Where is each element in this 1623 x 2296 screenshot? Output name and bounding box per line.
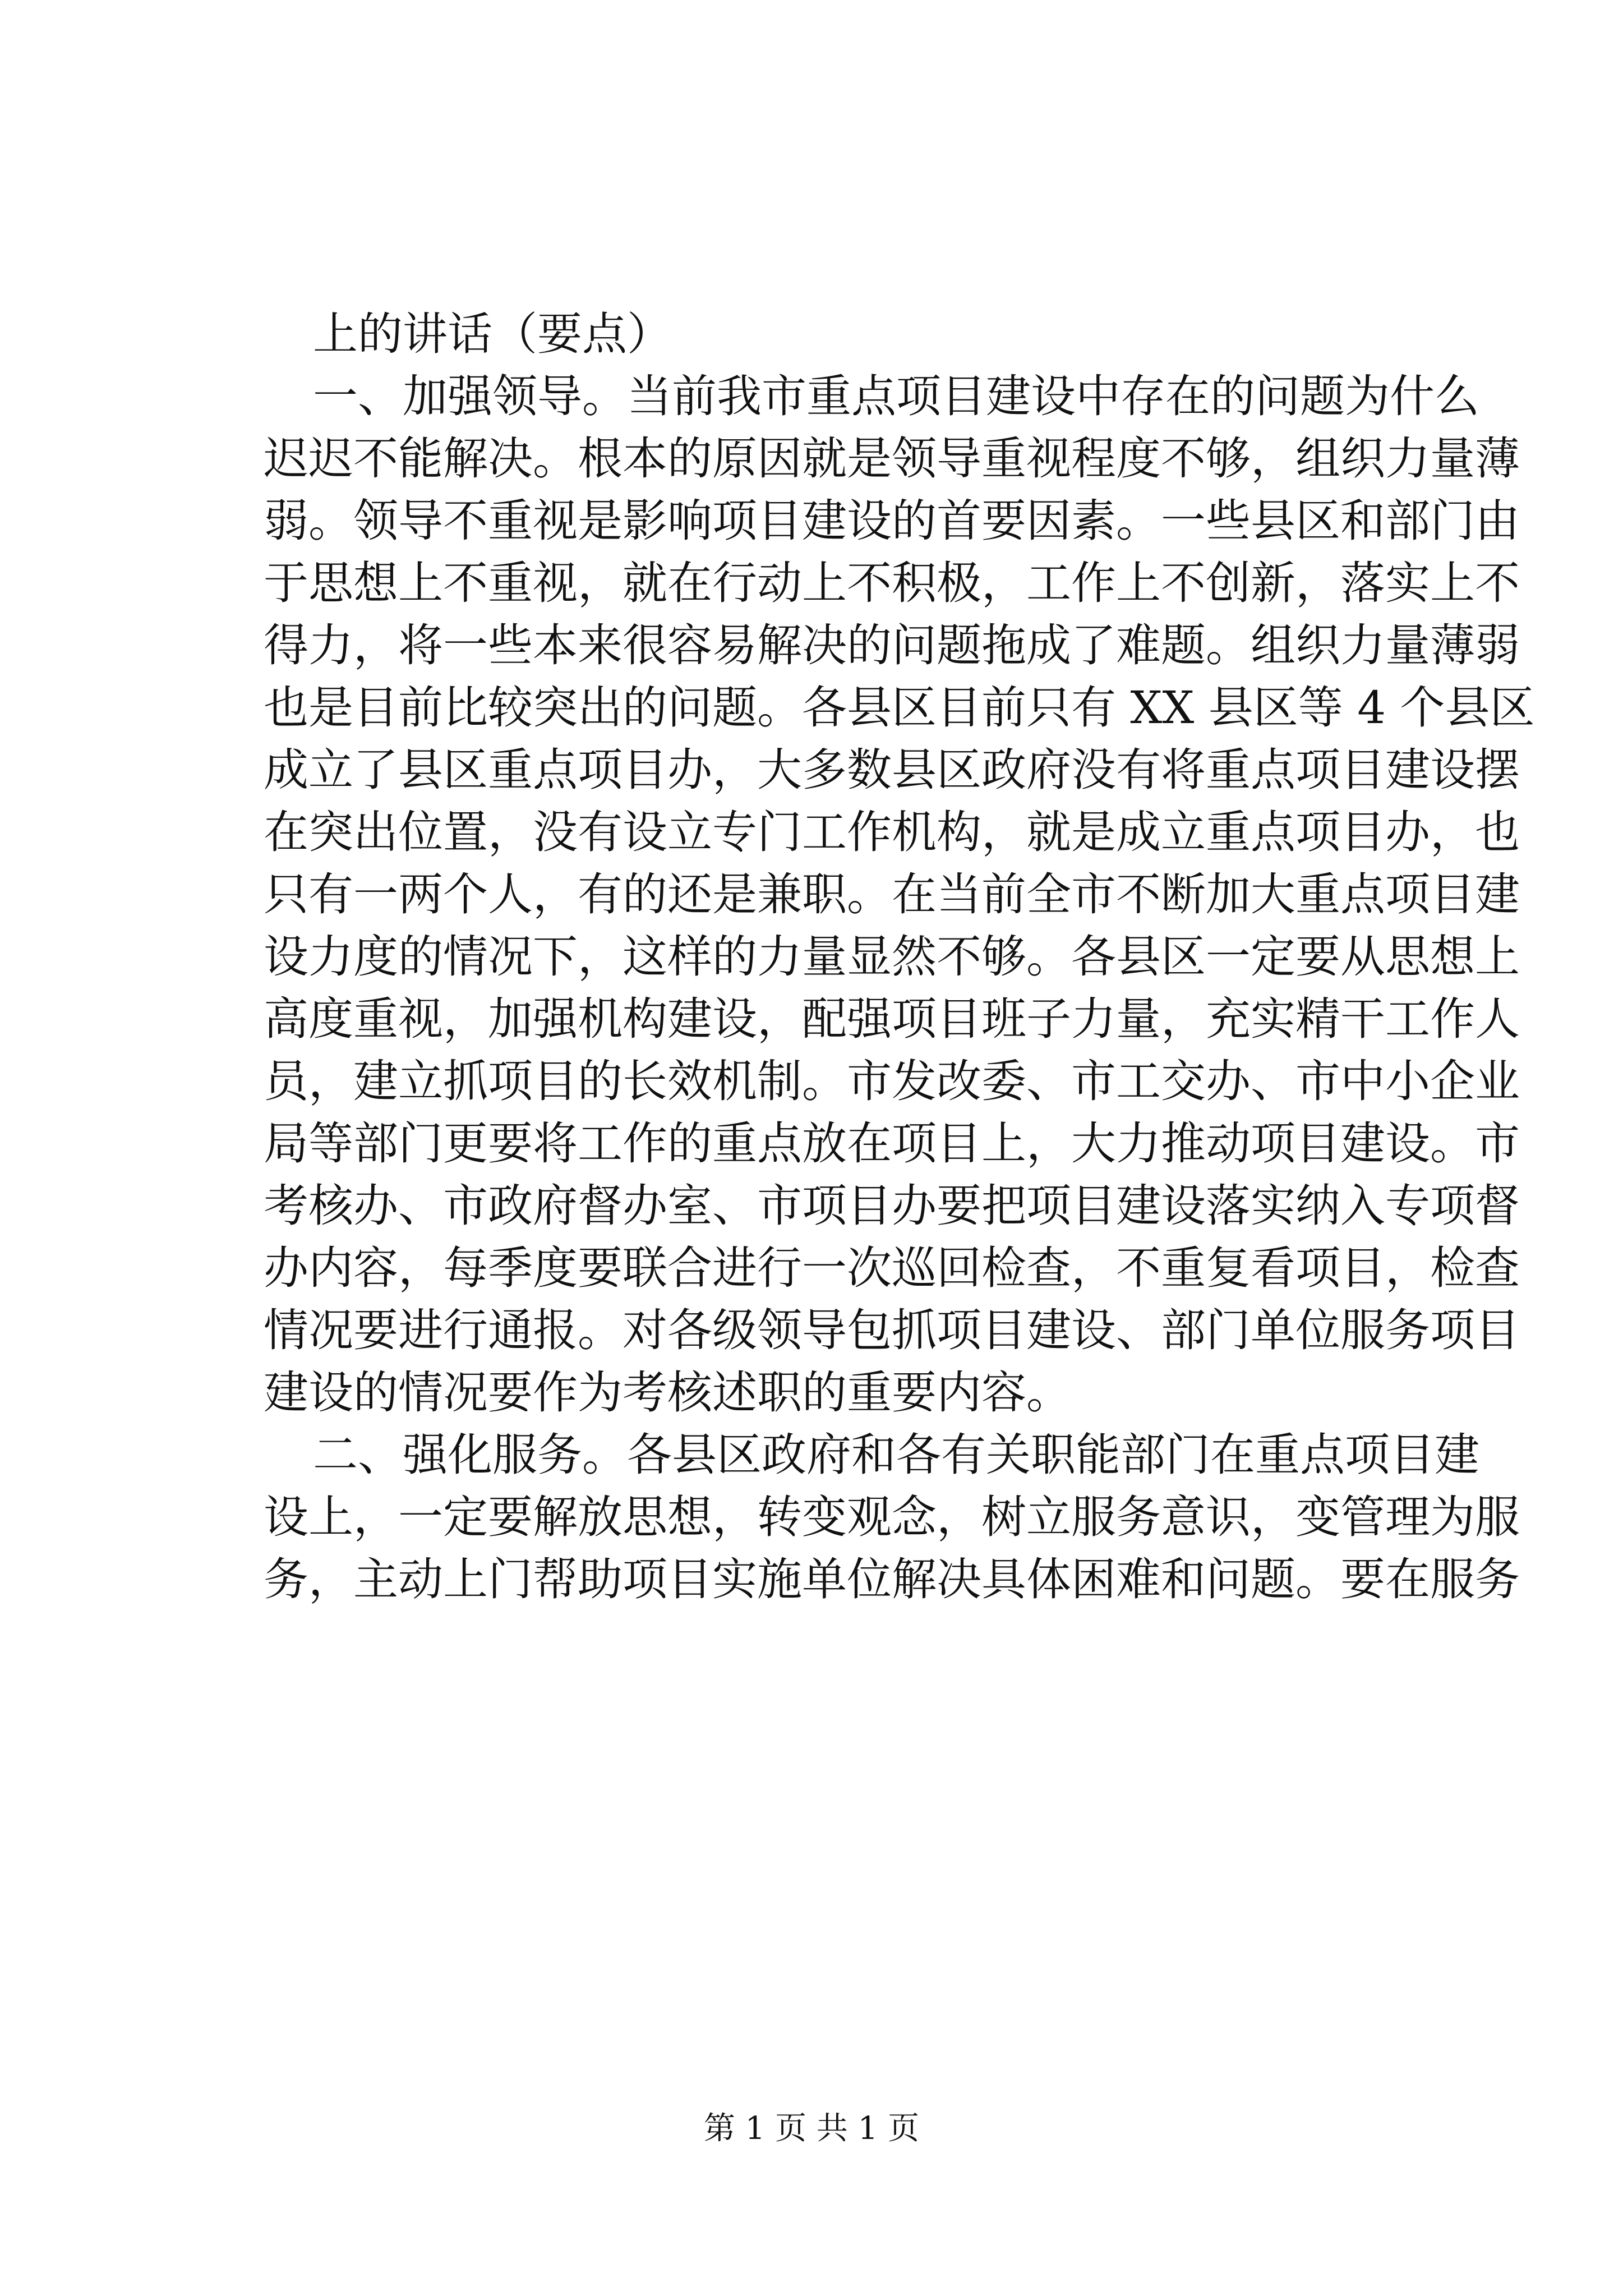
text-line: 建设的情况要作为考核述职的重要内容。 xyxy=(264,1366,1071,1419)
document-body xyxy=(264,303,1535,1611)
text-line: 上的讲话（要点） xyxy=(313,308,672,360)
text-line: 考核办、市政府督办室、市项目办要把项目建设落实纳入专项督 xyxy=(264,1180,1520,1232)
text-line: 只有一两个人，有的还是兼职。在当前全市不断加大重点项目建 xyxy=(264,868,1520,921)
text-line: 办内容，每季度要联合进行一次巡回检查，不重复看项目，检查 xyxy=(264,1242,1520,1294)
text-line: 员，建立抓项目的长效机制。市发改委、市工交办、市中小企业 xyxy=(264,1055,1520,1107)
text-line: 迟迟不能解决。根本的原因就是领导重视程度不够，组织力量薄 xyxy=(264,432,1520,485)
text-line: 设上，一定要解放思想，转变观念，树立服务意识，变管理为服 xyxy=(264,1491,1520,1543)
text-line: 高度重视，加强机构建设，配强项目班子力量，充实精干工作人 xyxy=(264,993,1520,1045)
text-line: 得力，将一些本来很容易解决的问题拖成了难题。组织力量薄弱 xyxy=(264,619,1520,671)
text-line: 于思想上不重视，就在行动上不积极，工作上不创新，落实上不 xyxy=(264,557,1520,609)
text-line: 弱。领导不重视是影响项目建设的首要因素。一些县区和部门由 xyxy=(264,495,1520,547)
text-line: 二、强化服务。各县区政府和各有关职能部门在重点项目建 xyxy=(313,1429,1479,1481)
text-line: 局等部门更要将工作的重点放在项目上，大力推动项目建设。市 xyxy=(264,1117,1520,1170)
text-line: 务，主动上门帮助项目实施单位解决具体困难和问题。要在服务 xyxy=(264,1553,1520,1605)
text-line: 成立了县区重点项目办，大多数县区政府没有将重点项目建设摆 xyxy=(264,744,1520,796)
page-footer: 第 1 页 共 1 页 xyxy=(703,2110,920,2147)
text-line: 情况要进行通报。对各级领导包抓项目建设、部门单位服务项目 xyxy=(264,1304,1520,1356)
text-line: 一、加强领导。当前我市重点项目建设中存在的问题为什么 xyxy=(313,370,1479,422)
text-line: 设力度的情况下，这样的力量显然不够。各县区一定要从思想上 xyxy=(264,931,1520,983)
text-line: 在突出位置，没有设立专门工作机构，就是成立重点项目办，也 xyxy=(264,806,1520,858)
text-line: 也是目前比较突出的问题。各县区目前只有 XX 县区等 4 个县区 xyxy=(264,682,1535,734)
